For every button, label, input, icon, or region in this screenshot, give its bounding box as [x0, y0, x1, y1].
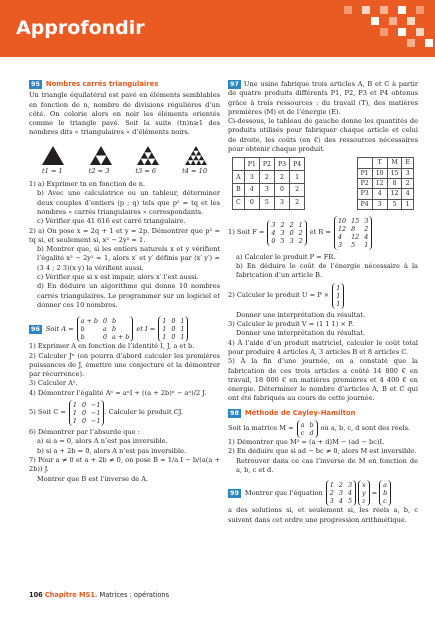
question-6b: b) si a + 2b = 0, alors A n’est pas inversible.	[37, 446, 187, 455]
question-1a: a) Calculer le produit P = FR.	[236, 252, 336, 261]
matrix-I: 1 0 1 1 0 1 1 0 1	[158, 316, 188, 342]
table-row: P1 10 15 3	[357, 168, 413, 178]
section-title: Approfondir	[16, 17, 145, 39]
question-4: 4) À l’aide d’un produit matriciel, calculer le coût total pour produire 4 articles A, 3 articles B et 8 articles C.	[228, 338, 418, 356]
question-5: 5) À la fin d’une journée, on a constaté que la fabrication de ces trois articles a coûté 14 800 € en travail, 18 000 € en matières premières et 4 400 € en énergie. Déterminer le nombre d’articles A, B et C qui ont été fabriqués au cours de cette journée.	[228, 357, 418, 403]
matrix-ones-column: 1 1 1	[332, 283, 344, 309]
table-row: A 3 2 2 1	[233, 171, 305, 184]
triangle-t2	[90, 146, 112, 165]
question-2b: Donner une interprétation du résultat.	[236, 310, 366, 319]
exercise-number: 95	[31, 80, 40, 89]
triangle-t4	[185, 146, 207, 165]
question-3: 3) Calculer A².	[29, 379, 78, 388]
table-row: P4 3 5 1	[357, 199, 413, 209]
exercise-intro: Un triangle équilatéral est pavé en éléments semblables en fonction de n, nombre de divisions régulières d’un côté. On colorie alors en noir les éléments orientés comme le triangle pavé. Soit la suite (tn)n≥1 des nombres dits « triangulaires » d’éléments noirs.	[29, 91, 220, 137]
matrix-C: 1 0 −1 1 0 −1 1 0 −1	[69, 400, 105, 426]
caption-t1: t1 = 1	[41, 166, 63, 175]
question-3: 3) Calculer le produit V = (1 1 1) × P.	[228, 320, 354, 329]
question-2: 2) En déduire que si ad − bc ≠ 0, alors M est inversible.	[228, 447, 417, 456]
matrix-F: 3 2 2 1 4 3 0 2 0 5 3 2	[267, 220, 306, 246]
exercise-97	[228, 80, 418, 404]
triangle-t1	[42, 146, 64, 165]
question-2c: c) Vérifier que si x est impair, alors x′ l’est aussi.	[37, 273, 199, 282]
page-footer	[29, 591, 169, 599]
exercise-title: Nombres carrés triangulaires	[45, 80, 159, 88]
caption-t3: t3 = 6	[135, 166, 157, 175]
question-7: 7) Pour a ≠ 0 et a + 2b ≠ 0, on pose B = 1/a I − b/(a(a + 2b)) J.	[29, 455, 220, 474]
table-row: P3 4 12 4	[357, 189, 413, 199]
question-4: 4) Démontrer l’égalité Aⁿ = aⁿI + ((a + 2b)ⁿ − aⁿ)/2 J.	[29, 388, 207, 397]
exercise-98	[228, 409, 418, 475]
exercise-intro: Une usine fabrique trois articles A, B et C à partir de quatre produits différents P1, P2, P3 et P4 obtenus grâce à trois ressources : du travail (T), des matières premières (M) et de l’énergie (E).	[228, 80, 418, 116]
exercise-number: 99	[230, 488, 239, 497]
chapter-label: Chapitre MS1.	[44, 591, 98, 599]
equals-sign: =	[371, 488, 378, 497]
question-3b: Donner une interprétation du résultat.	[236, 329, 366, 338]
exercise-number: 97	[230, 80, 239, 88]
exercise-95	[29, 80, 220, 310]
exercise-intro-2: Ci-dessous, le tableau de gauche donne les quantités de produits utilisés pour fabriquer chaque article et celui de droite, les coûts (en €) des ressources nécessaires pour obtenir chaque produit.	[228, 117, 418, 154]
caption-t4: t4 = 10	[182, 166, 208, 175]
exercise-number: 96	[31, 324, 40, 333]
table-row: P2 12 8 2	[357, 178, 413, 188]
section-header	[0, 0, 435, 57]
resources-table: T M E P1 10 15 3 P2 12 8 2 P3 4 12 4 P4 3 5 1	[357, 157, 414, 209]
soit-m-label: Soit la matrice M =	[228, 424, 294, 433]
equation-label: Montrer que l’équation	[244, 488, 323, 497]
question-2d: d) En déduire un algorithme qui donne 10 nombres carrés triangulaires. Le programmer sur un logiciel et donner ces 10 nombres.	[37, 282, 220, 309]
matrix-A: a + b 0 b b a b b 0 a + b	[77, 316, 134, 342]
page-number: 106	[29, 591, 43, 599]
table-row: C 0 5 3 2	[233, 196, 305, 209]
exercise-96	[29, 316, 220, 484]
question-2a: 2) a) On pose x = 2q + 1 et y = 2p. Démontrer que p² = tq si, et seulement si, x² − 2y² = 1.	[29, 226, 220, 244]
caption-t2: t2 = 3	[88, 166, 110, 175]
section-label: Matrices : opérations	[99, 591, 170, 599]
question-2b: Retrouver dans ce cas l’inverse de M en fonction de a, b, c et d.	[236, 456, 418, 474]
question-1b: b) Avec une calculatrice ou un tableur, déterminer deux couples d’entiers (p ; q) tels que p² = tq et les nombres « carrés triangulaires » correspondants.	[37, 189, 220, 216]
matrix-equation: 1 2 3 2 3 4 3 4 5	[326, 480, 356, 506]
products-table: P1 P2 P3 P4 A 3 2 2 1 B 4 3 0 2 C 0 5 3 2	[232, 157, 305, 209]
question-1: 1) Démontrer que M² = (a + d)M − (ad − bc)I.	[228, 438, 385, 447]
vector-xyz: x y z	[358, 480, 370, 506]
soit-m-suffix: où a, b, c, d sont des réels.	[320, 424, 411, 433]
soit-a-label: Soit A =	[45, 324, 74, 333]
left-column	[29, 80, 220, 484]
question-5: 5) Soit C =	[29, 408, 66, 417]
question-2: 2) Calculer le produit U = P ×	[228, 291, 330, 300]
question-2: 2) Calculer Jⁿ (on pourra d’abord calculer les premières puissances de J, émettre une conjecture et la démontrer par récurrence).	[29, 351, 220, 379]
vector-abc: a b c	[379, 480, 391, 506]
question-1a: 1) a) Exprimer tn en fonction de n.	[29, 180, 146, 189]
cost-tables	[228, 154, 418, 212]
et-i-label: et I =	[136, 324, 156, 333]
matrix-M: a b c d	[297, 420, 318, 438]
question-7b: Montrer que B est l’inverse de A.	[37, 474, 149, 483]
et-r-label: et R =	[309, 228, 331, 237]
matrix-R: 10 15 3 12 8 2 4 12 4 3 5 1	[334, 216, 372, 250]
triangle-figures	[29, 146, 220, 165]
question-1: 1) Soit F =	[228, 228, 265, 237]
exercise-number: 98	[230, 408, 239, 417]
exercise-99	[228, 480, 418, 525]
table-row: B 4 3 0 2	[233, 184, 305, 197]
right-column	[228, 80, 418, 525]
question-1c: c) Vérifier que 41 616 est carré triangulaire.	[37, 217, 186, 226]
exercise-title: Méthode de Cayley-Hamilton	[244, 408, 356, 417]
question-5-text: . Calculer le produit CJ.	[104, 408, 183, 417]
triangle-t3	[137, 146, 159, 165]
question-6: 6) Démontrer par l’absurde que :	[29, 428, 140, 437]
exercise-text: a des solutions si, et seulement si, les réels a, b, c suivent dans cet ordre une progression arithmétique.	[228, 506, 418, 524]
question-1: 1) Exprimer A en fonction de l’identité I, J, a et b.	[29, 342, 195, 351]
question-2b: b) Montrer que, si les entiers naturels x et y vérifient l’égalité x² − 2y² = 1, alors x′ et y′ définis par (x′ y′) = (3 4 ; 2 3)(x y) la vérifient aussi.	[37, 245, 220, 272]
triangle-captions	[29, 167, 220, 176]
question-1b: b) En déduire le coût de l’énergie nécessaire à la fabrication d’un article B.	[236, 262, 418, 280]
question-6a: a) si a = 0, alors A n’est pas inversible.	[37, 437, 168, 446]
